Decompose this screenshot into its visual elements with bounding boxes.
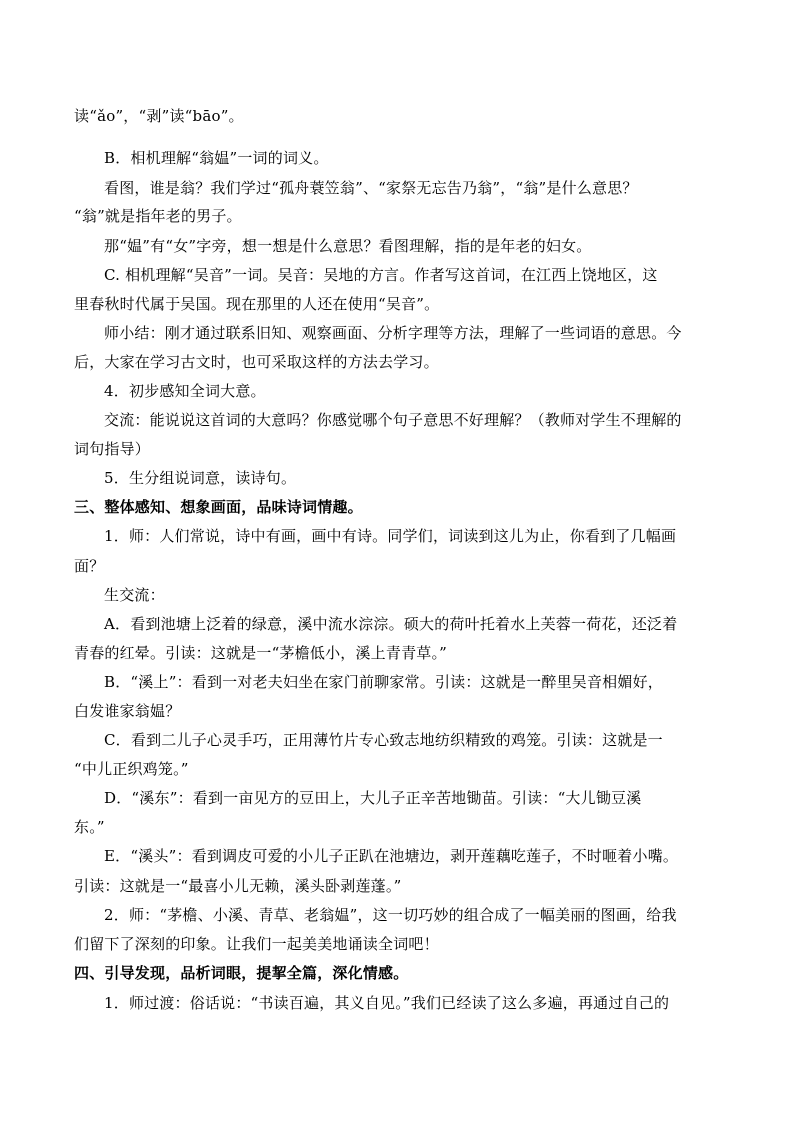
text-line: 后，大家在学习古文时，也可采取这样的方法去学习。 (74, 353, 439, 371)
text-line: 引读：这就是一“最喜小儿无赖，溪头卧剥莲蓬。” (74, 877, 402, 895)
text-line: 看图，谁是翁？我们学过“孤舟蓑笠翁”、“家祭无忘告乃翁”，“翁”是什么意思？ (104, 179, 638, 197)
text-line: 青春的红晕。引读：这就是一“茅檐低小，溪上青青草。” (74, 644, 448, 662)
section-heading: 三、整体感知、想象画面，品味诗词情趣。 (74, 498, 363, 516)
text-line: 4．初步感知全词大意。 (104, 382, 266, 400)
text-line: 1．师：人们常说，诗中有画，画中有诗。同学们，词读到这儿为止，你看到了几幅画 (104, 527, 677, 545)
text-line: 那“媪”有“女”字旁，想一想是什么意思？看图理解，指的是年老的妇女。 (104, 237, 592, 255)
text-line: 面？ (74, 557, 105, 575)
text-line: 交流：能说说这首词的大意吗？你感觉哪个句子意思不好理解？（教师对学生不理解的 (104, 411, 682, 429)
text-line: C．看到二儿子心灵手巧，正用薄竹片专心致志地纺织精致的鸡笼。引读：这就是一 (104, 731, 663, 749)
text-line: 1．师过渡：俗话说：“书读百遍，其义自见。”我们已经读了这么多遍，再通过自己的 (104, 994, 670, 1012)
text-line: B．“溪上”：看到一对老夫妇坐在家门前聊家常。引读：这就是一醉里吴音相媚好， (104, 673, 663, 691)
text-line: 东。” (74, 818, 105, 836)
text-line: 2．师：“茅檐、小溪、青草、老翁媪”，这一切巧妙的组合成了一幅美丽的图画，给我 (104, 906, 677, 924)
text-line: 生交流： (104, 586, 165, 604)
text-line: E．“溪头”：看到调皮可爱的小儿子正趴在池塘边，剥开莲藕吃莲子，不时咂着小嘴。 (104, 847, 679, 865)
text-line: 师小结：刚才通过联系旧知、观察画面、分析字理等方法，理解了一些词语的意思。今 (104, 324, 682, 342)
text-line: “翁”就是指年老的男子。 (74, 207, 242, 225)
text-line: 读“ǎo”，“剥”读“bāo”。 (74, 107, 244, 125)
text-line: B．相机理解“翁媪”一词的词义。 (104, 149, 329, 167)
text-line: 词句指导） (74, 440, 151, 458)
text-line: 们留下了深刻的印象。让我们一起美美地诵读全词吧！ (74, 935, 439, 953)
text-line: 5．生分组说词意，读诗句。 (104, 469, 297, 487)
text-line: 白发谁家翁媪？ (74, 702, 181, 720)
text-line: C. 相机理解“吴音”一词。吴音：吴地的方言。作者写这首词，在江西上饶地区，这 (104, 266, 658, 284)
text-line: A．看到池塘上泛着的绿意，溪中流水淙淙。硕大的荷叶托着水上芙蓉一荷花，还泛着 (104, 615, 678, 633)
text-line: “中儿正织鸡笼。” (74, 760, 189, 778)
section-heading: 四、引导发现，品析词眼，提挈全篇，深化情感。 (74, 964, 409, 982)
text-line: 里春秋时代属于吴国。现在那里的人还在使用“吴音”。 (74, 295, 440, 313)
text-line: D．“溪东”：看到一亩见方的豆田上，大儿子正辛苦地锄苗。引读：“大儿锄豆溪 (104, 789, 642, 807)
